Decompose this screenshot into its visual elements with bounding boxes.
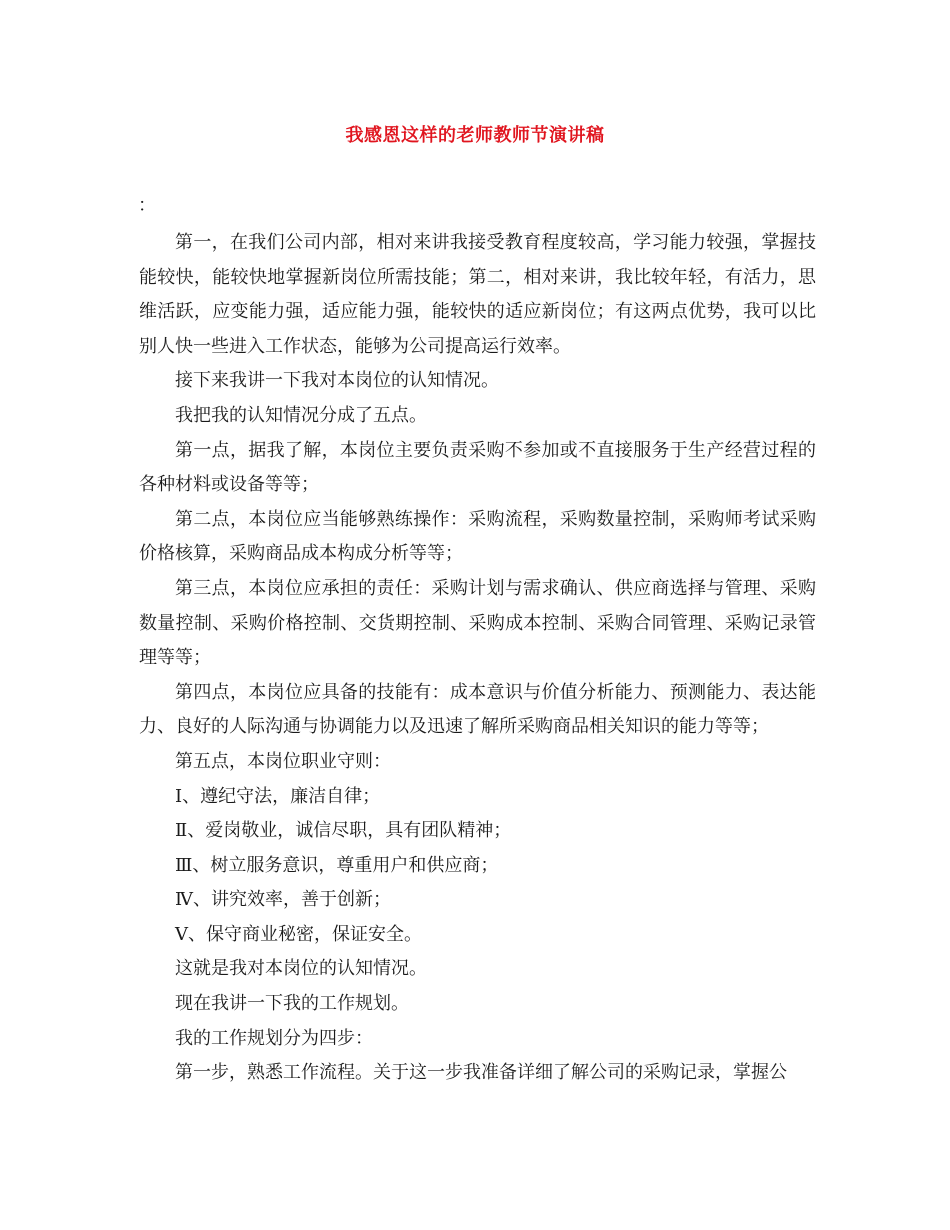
document-body [139,226,816,1091]
paragraph: 这就是我对本岗位的认知情况。 [175,958,427,980]
paragraph: 第一，在我们公司内部，相对来讲我接受教育程度较高，学习能力较强，掌握技能较快，能较快地掌握新岗位所需技能；第二，相对来讲，我比较年轻，有活力，思维活跃，应变能力强，适应能力强，能较快的适应新岗位；有这两点优势，我可以比别人快一些进入工作状态，能够为公司提高运行效率。 [139,232,816,357]
paragraph: 第三点，本岗位应承担的责任：采购计划与需求确认、供应商选择与管理、采购数量控制、采购价格控制、交货期控制、采购成本控制、采购合同管理、采购记录管理等等； [139,577,816,669]
list-item: Ⅳ、讲究效率，善于创新； [175,889,391,911]
paragraph: 第五点，本岗位职业守则： [175,750,391,772]
list-item: Ⅲ、树立服务意识，尊重用户和供应商； [175,854,499,876]
paragraph: 第四点，本岗位应具备的技能有：成本意识与价值分析能力、预测能力、表达能力、良好的人际沟通与协调能力以及迅速了解所采购商品相关知识的能力等等； [139,681,816,738]
page-title: 我感恩这样的老师教师节演讲稿 [345,125,605,146]
list-item: Ⅴ、保守商业秘密，保证安全。 [175,923,422,945]
paragraph: 第一点，据我了解，本岗位主要负责采购不参加或不直接服务于生产经营过程的各种材料或设备等等； [139,439,816,496]
paragraph: 第一步，熟悉工作流程。关于这一步我准备详细了解公司的采购记录，掌握公 [175,1062,787,1084]
list-item: Ⅱ、爱岗敬业，诚信尽职，具有团队精神； [175,820,512,842]
list-item: Ⅰ、遵纪守法，廉洁自律； [175,785,381,807]
paragraph: 我的工作规划分为四步： [175,1027,373,1049]
lead-colon: ： [138,195,156,216]
paragraph: 接下来我讲一下我对本岗位的认知情况。 [175,370,499,392]
paragraph: 第二点，本岗位应当能够熟练操作：采购流程，采购数量控制，采购师考试采购价格核算，采购商品成本构成分析等等； [139,508,816,565]
paragraph: 我把我的认知情况分成了五点。 [175,404,427,426]
paragraph: 现在我讲一下我的工作规划。 [175,993,409,1015]
